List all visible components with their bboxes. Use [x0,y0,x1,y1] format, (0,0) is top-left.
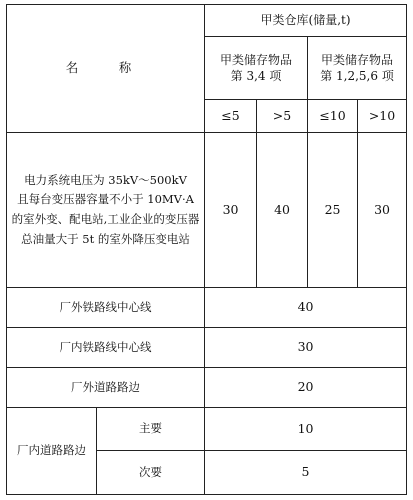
spacing-table [6,4,407,495]
row-sublabel-main: 主要 [97,408,205,451]
sub-header-le10: ≤10 [308,100,358,133]
table-cell: 25 [308,133,358,288]
table-row [7,328,407,368]
row-sublabel-secondary: 次要 [97,451,205,495]
sub-header-gt5: >5 [257,100,308,133]
column-header-warehouse: 甲类仓库(储量,t) [205,5,407,37]
table-cell: 20 [205,368,407,408]
header-row-1 [7,5,407,37]
table-row [7,288,407,328]
row-label-inside-railway: 厂内铁路线中心线 [7,328,205,368]
row-label-substation [7,133,205,288]
substation-desc-line3: 的室外变、配电站,工业企业的变压器 [11,212,200,226]
row-label-outside-road: 厂外道路路边 [7,368,205,408]
group-header-3-4-line2: 第 3,4 项 [230,69,282,83]
substation-desc-line4: 总油量大于 5t 的室外降压变电站 [21,231,190,246]
group-header-3-4 [205,37,308,100]
table-cell: 40 [205,288,407,328]
substation-desc-line1: 电力系统电压为 35kV～500kV [24,172,187,187]
table-cell: 5 [205,451,407,495]
group-header-1-2-5-6-line1: 甲类储存物品 [321,52,394,67]
row-label-inside-road: 厂内道路路边 [7,408,97,495]
table-row [7,408,407,451]
group-header-1-2-5-6-line2: 第 1,2,5,6 项 [320,69,394,83]
table-cell: 30 [205,133,257,288]
substation-desc-line2: 且每台变压器容量不小于 10MV·A [17,192,194,207]
row-label-outside-railway: 厂外铁路线中心线 [7,288,205,328]
table-cell: 30 [205,328,407,368]
group-header-3-4-line1: 甲类储存物品 [220,52,293,67]
table-row [7,133,407,288]
table-row [7,368,407,408]
sub-header-le5: ≤5 [205,100,257,133]
column-header-name: 名 称 [7,5,205,133]
sub-header-gt10: >10 [358,100,407,133]
table-cell: 30 [358,133,407,288]
table-cell: 10 [205,408,407,451]
table-cell: 40 [257,133,308,288]
group-header-1-2-5-6 [308,37,407,100]
